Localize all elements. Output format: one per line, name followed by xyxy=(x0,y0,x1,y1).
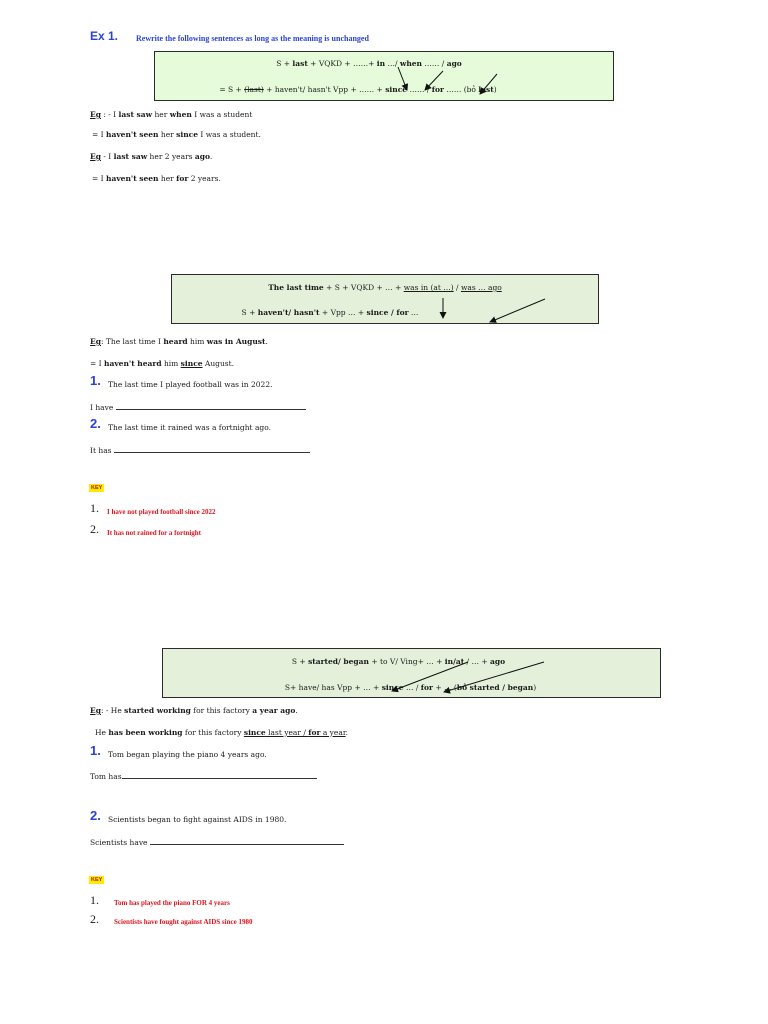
example-sentence: Eg: The last time I heard him was in August. xyxy=(90,337,268,346)
question-number: 2. xyxy=(90,416,101,431)
answer-line: Tom has xyxy=(90,771,317,781)
formula-line: S + started/ began + to V/ Ving+ … + in/at / … + ago xyxy=(291,657,506,666)
formula-line: S + haven't/ hasn't + Vpp … + since / for … xyxy=(241,308,419,317)
formula-box-2 xyxy=(171,274,599,324)
formula-line: S+ have/ has Vpp + … + since … / for + … (bỏ started / began) xyxy=(284,683,537,692)
question-number: 1. xyxy=(90,743,101,758)
formula-box-3 xyxy=(162,648,661,698)
key-answer: I have not played football since 2022 xyxy=(107,508,216,516)
question-number: 1. xyxy=(90,373,101,388)
formula-line: The last time + S + VQKD + … + was in (at …) / was … ago xyxy=(268,283,502,292)
formula-line: S + last + VQKD + ……+ in …/ when …… / ago xyxy=(276,59,462,68)
example-sentence: Eg - I last saw her 2 years ago. xyxy=(90,152,213,161)
example-answer: = I haven't seen her since I was a student. xyxy=(92,130,261,139)
example-answer: = I haven't seen her for 2 years. xyxy=(92,174,221,183)
key-badge: KEY xyxy=(91,485,103,491)
example-sentence: Eg: - He started working for this factory a year ago. xyxy=(90,706,298,715)
question-text: The last time it rained was a fortnight ago. xyxy=(108,423,271,432)
key-number: 1. xyxy=(90,501,99,515)
exercise-instruction: Rewrite the following sentences as long as the meaning is unchanged xyxy=(136,34,369,43)
answer-line: Scientists have xyxy=(90,837,344,847)
answer-blank[interactable] xyxy=(122,771,317,779)
question-number: 2. xyxy=(90,808,101,823)
question-text: The last time I played football was in 2022. xyxy=(108,380,273,389)
answer-line: It has xyxy=(90,445,310,455)
key-badge: KEY xyxy=(91,877,103,883)
formula-box-1 xyxy=(154,51,614,101)
key-number: 2. xyxy=(90,522,99,536)
example-answer: = I haven't heard him since August. xyxy=(90,359,235,368)
key-number: 2. xyxy=(90,912,99,926)
answer-blank[interactable] xyxy=(116,402,306,410)
key-answer: Scientists have fought against AIDS since 1980 xyxy=(114,918,253,926)
example-answer: He has been working for this factory since last year / for a year. xyxy=(95,728,348,737)
answer-line: I have xyxy=(90,402,306,412)
key-answer: It has not rained for a fortnight xyxy=(107,529,201,537)
formula-line: = S + (last) + haven't/ hasn't Vpp + …… + since …… / for …… (bỏ last) xyxy=(219,85,497,94)
example-sentence: Eg : - I last saw her when I was a student xyxy=(90,110,253,119)
key-number: 1. xyxy=(90,893,99,907)
answer-blank[interactable] xyxy=(150,837,344,845)
question-text: Scientists began to fight against AIDS in 1980. xyxy=(108,815,287,824)
answer-blank[interactable] xyxy=(114,445,310,453)
question-text: Tom began playing the piano 4 years ago. xyxy=(108,750,267,759)
exercise-title: Ex 1. xyxy=(90,29,119,43)
key-answer: Tom has played the piano FOR 4 years xyxy=(114,899,230,907)
